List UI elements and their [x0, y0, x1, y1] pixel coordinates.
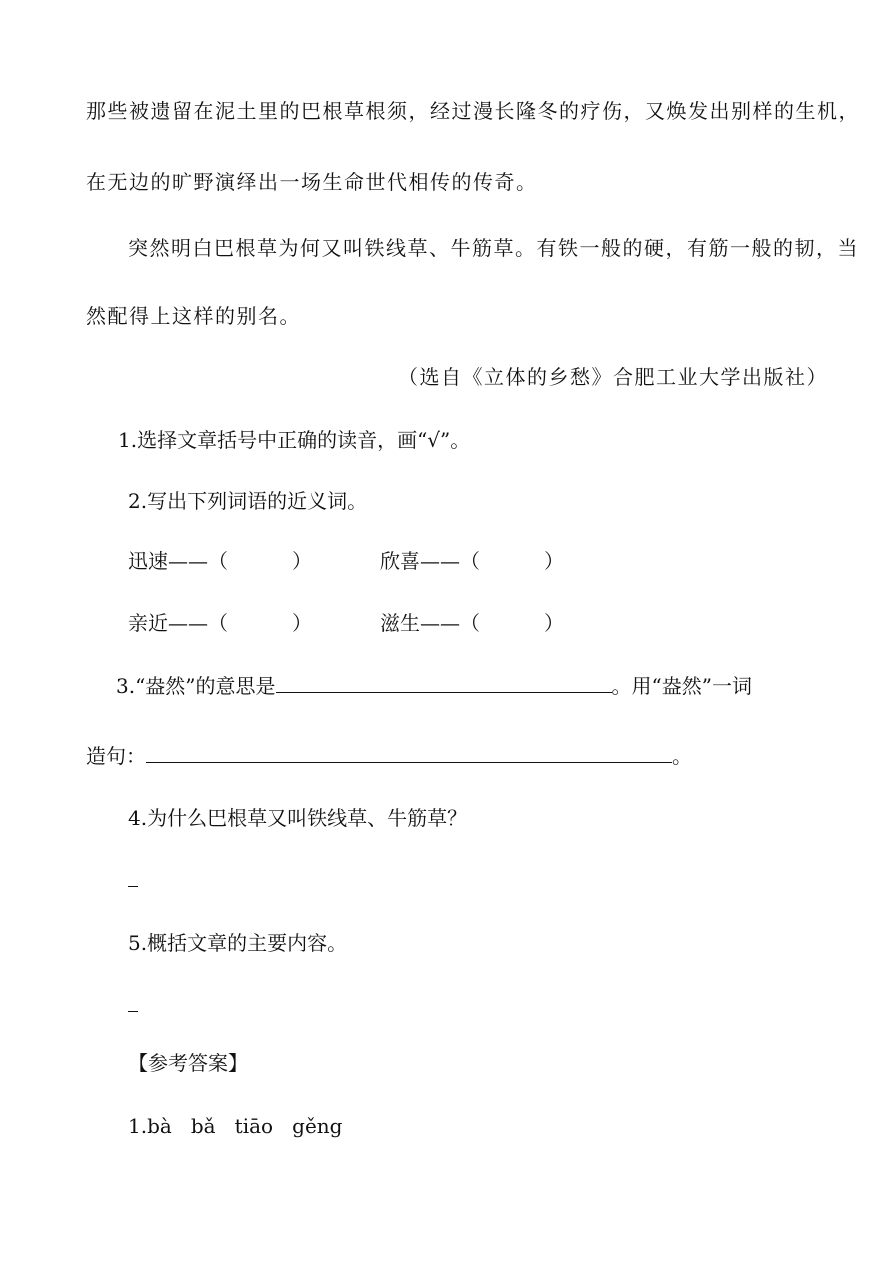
- synonym-close-paren: ）: [544, 611, 564, 635]
- question-1: 1.选择文章括号中正确的读音，画“√”。: [118, 428, 471, 452]
- synonym-close-paren: ）: [544, 549, 564, 573]
- answer-heading: 【参考答案】: [128, 1051, 248, 1075]
- sentence-label: 造句：: [86, 744, 146, 768]
- passage-paragraph-1-line-1: 那些被遗留在泥土里的巴根草根须，经过漫长隆冬的疗伤，又焕发出别样的生机，: [86, 99, 860, 123]
- synonym-item-3: [128, 609, 312, 637]
- meaning-answer-blank[interactable]: [276, 672, 612, 693]
- synonym-item-1: [128, 547, 312, 575]
- answer-1: 1.bà bǎ tiāo gěng: [128, 1114, 343, 1138]
- synonym-item-2: [380, 547, 564, 575]
- passage-source: （选自《立体的乡愁》合肥工业大学出版社）: [398, 365, 828, 389]
- sentence-end-mark: 。: [672, 744, 692, 768]
- question-3-line-2: [86, 742, 692, 770]
- synonym-word: 迅速——（: [128, 549, 228, 573]
- passage-paragraph-1-line-2: 在无边的旷野演绎出一场生命世代相传的传奇。: [86, 170, 538, 194]
- synonym-item-4: [380, 609, 564, 637]
- synonym-word: 欣喜——（: [380, 549, 480, 573]
- passage-paragraph-2-line-2: 然配得上这样的别名。: [86, 304, 301, 328]
- synonym-word: 亲近——（: [128, 611, 228, 635]
- question-4: 4.为什么巴根草又叫铁线草、牛筋草？: [128, 806, 468, 830]
- synonym-close-paren: ）: [292, 549, 312, 573]
- passage-paragraph-2-line-1: 突然明白巴根草为何又叫铁线草、牛筋草。有铁一般的硬，有筋一般的韧，当: [128, 236, 859, 260]
- question-3-suffix: 。用“盎然”一词: [611, 674, 752, 698]
- synonym-word: 滋生——（: [380, 611, 480, 635]
- question-3-line-1: [116, 672, 752, 700]
- question-5-answer-mark[interactable]: [128, 1011, 138, 1012]
- question-4-answer-mark[interactable]: [128, 886, 138, 887]
- sentence-answer-blank[interactable]: [146, 742, 672, 763]
- question-5: 5.概括文章的主要内容。: [128, 931, 348, 955]
- synonym-close-paren: ）: [292, 611, 312, 635]
- question-3-prefix: 3.“盎然”的意思是: [116, 674, 276, 698]
- question-2: 2.写出下列词语的近义词。: [128, 489, 368, 513]
